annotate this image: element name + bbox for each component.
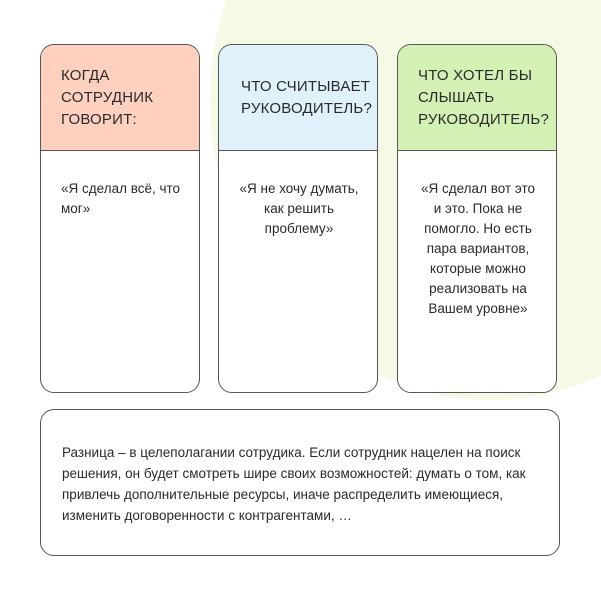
card-body bbox=[398, 151, 556, 319]
summary-note bbox=[40, 409, 560, 556]
card-employee-says bbox=[40, 44, 200, 393]
card-quote: «Я сделал всё, что мог» bbox=[61, 181, 181, 216]
card-quote: «Я сделал вот это и это. Пока не помогло. Но есть пара вариантов, которые можно реализовать на Вашем уровне» bbox=[420, 181, 535, 316]
card-title: ЧТО ХОТЕЛ БЫ СЛЫШАТЬ РУКОВОДИТЕЛЬ? bbox=[418, 66, 550, 128]
card-title: КОГДА СОТРУДНИК ГОВОРИТ: bbox=[61, 66, 154, 128]
card-header bbox=[398, 45, 556, 151]
summary-text: Разница – в целеполагании сотрудика. Если сотрудник нацелен на поиск решения, он будет смотреть шире своих возможностей: думать о том, как привлечь дополнительные ресурсы, иначе распределить имеющиеся, изменить договоренности с контрагентами, … bbox=[62, 445, 526, 523]
card-title: ЧТО СЧИТЫВАЕТ РУКОВОДИТЕЛЬ? bbox=[241, 77, 373, 117]
card-quote: «Я не хочу думать, как решить проблему» bbox=[239, 181, 359, 236]
card-header bbox=[41, 45, 199, 151]
card-body bbox=[41, 151, 199, 219]
card-header bbox=[219, 45, 377, 151]
card-manager-wants bbox=[397, 44, 557, 393]
card-body bbox=[219, 151, 377, 239]
card-manager-reads bbox=[218, 44, 378, 393]
